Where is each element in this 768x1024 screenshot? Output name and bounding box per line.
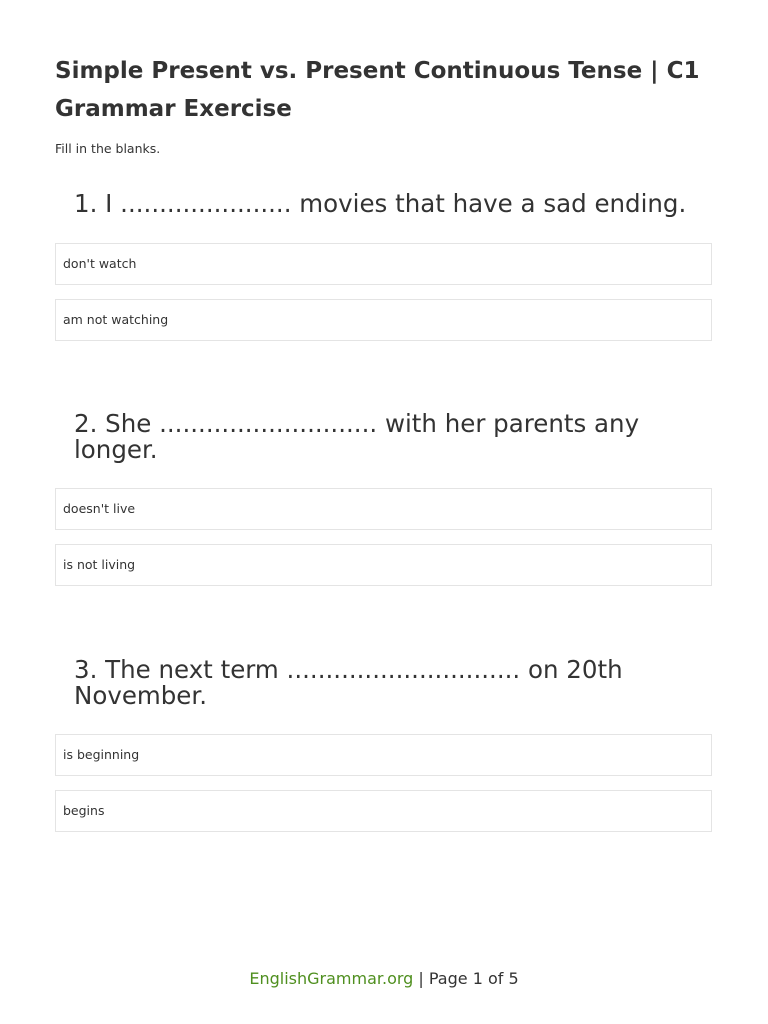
question-2-text: 2. She ............................ with her parents any longer.	[74, 409, 640, 464]
site-link[interactable]: EnglishGrammar.org	[249, 969, 414, 988]
question-1-option-2[interactable]: am not watching	[55, 299, 712, 341]
page-title: Simple Present vs. Present Continuous Tense | C1 Grammar Exercise	[55, 58, 700, 122]
page-number: | Page 1 of 5	[413, 969, 519, 988]
question-3-text: 3. The next term .............................. on 20th November.	[74, 655, 623, 710]
question-2-option-2[interactable]: is not living	[55, 544, 712, 586]
question-1-option-1[interactable]: don't watch	[55, 243, 712, 285]
page-footer	[0, 968, 768, 990]
question-1-text: 1. I ...................... movies that have a sad ending.	[74, 189, 687, 218]
instruction-text: Fill in the blanks.	[55, 141, 161, 156]
question-3-option-2[interactable]: begins	[55, 790, 712, 832]
question-3-option-1[interactable]: is beginning	[55, 734, 712, 776]
question-2-option-1[interactable]: doesn't live	[55, 488, 712, 530]
